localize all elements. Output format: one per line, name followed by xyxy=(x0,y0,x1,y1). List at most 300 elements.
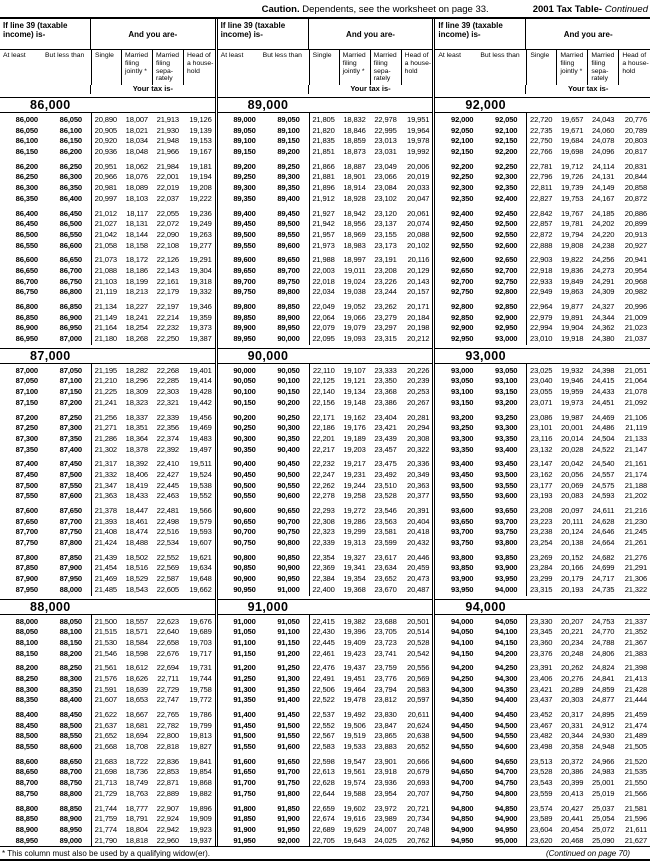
table-row xyxy=(435,695,650,706)
tax-cell: 24,664 xyxy=(592,538,615,548)
tax-cell: 24,504 xyxy=(592,433,615,443)
tax-cell: 24,078 xyxy=(592,136,615,146)
table-row xyxy=(435,685,650,696)
tax-cell: 19,464 xyxy=(343,684,366,694)
table-row xyxy=(435,778,650,789)
col-single: Single xyxy=(91,50,121,85)
tax-cell: 19,093 xyxy=(343,334,366,344)
tax-cell: 20,042 xyxy=(561,459,584,469)
tax-cell: 22,197 xyxy=(156,302,179,311)
table-row xyxy=(0,194,215,205)
income-cell: 87,150 xyxy=(15,397,38,407)
table-row xyxy=(0,126,215,137)
tax-cell: 23,333 xyxy=(374,365,397,375)
income-cell: 90,900 xyxy=(277,563,300,573)
tax-cell: 20,734 xyxy=(407,814,430,824)
page-header xyxy=(0,0,650,19)
tax-cell: 23,376 xyxy=(530,648,553,658)
income-cell: 93,350 xyxy=(495,433,518,443)
tax-cell: 23,013 xyxy=(374,136,397,146)
tax-cell: 20,941 xyxy=(624,255,648,265)
tax-cell: 18,186 xyxy=(125,265,148,275)
tax-cell: 19,827 xyxy=(189,742,212,752)
income-cell: 89,900 xyxy=(277,312,300,322)
table-row xyxy=(0,804,215,815)
section-band: 87,000 xyxy=(0,348,215,364)
tax-cell: 21,759 xyxy=(94,814,117,824)
income-cell: 92,950 xyxy=(451,334,474,344)
section-rows xyxy=(218,615,433,847)
tax-cell: 23,226 xyxy=(374,276,397,286)
table-row xyxy=(0,721,215,732)
tax-cell: 23,543 xyxy=(530,778,553,788)
tax-cell: 21,546 xyxy=(94,648,117,658)
tax-cell: 21,930 xyxy=(156,125,179,135)
tax-cell: 21,820 xyxy=(312,125,335,135)
income-cell: 90,000 xyxy=(277,334,300,344)
table-row xyxy=(435,649,650,660)
income-cell: 87,700 xyxy=(59,516,82,526)
tax-cell: 23,599 xyxy=(374,538,397,548)
tax-cell: 20,317 xyxy=(561,710,584,719)
table-row xyxy=(0,538,215,549)
tax-cell: 19,258 xyxy=(343,491,366,501)
table-row xyxy=(0,434,215,445)
tax-cell: 24,380 xyxy=(592,334,615,344)
tax-cell: 22,960 xyxy=(156,835,179,845)
tax-cell: 22,689 xyxy=(312,824,335,834)
income-cell: 86,400 xyxy=(15,208,38,218)
tax-cell: 19,231 xyxy=(343,469,366,479)
tax-cell: 23,617 xyxy=(374,552,397,562)
income-cell: 88,300 xyxy=(59,673,82,683)
table-row xyxy=(0,255,215,266)
tax-cell: 22,108 xyxy=(156,240,179,250)
tax-cell: 24,469 xyxy=(592,412,615,422)
tax-cell: 19,428 xyxy=(189,387,212,397)
income-cell: 94,950 xyxy=(451,835,474,845)
income-cell: 90,000 xyxy=(233,365,256,375)
tax-cell: 22,463 xyxy=(156,491,179,501)
tax-cell: 19,662 xyxy=(189,584,212,594)
income-cell: 94,900 xyxy=(495,814,518,824)
tax-cell: 21,988 xyxy=(312,255,335,265)
tax-cell: 19,566 xyxy=(189,506,212,515)
income-cell: 93,500 xyxy=(495,469,518,479)
tax-cell: 22,323 xyxy=(312,527,335,537)
table-row xyxy=(0,836,215,847)
income-cell: 93,600 xyxy=(451,506,474,515)
table-row xyxy=(0,230,215,241)
tax-cell: 21,352 xyxy=(624,627,648,637)
tax-cell: 22,400 xyxy=(312,584,335,594)
tax-cell: 21,009 xyxy=(624,312,648,322)
income-cell: 90,150 xyxy=(277,387,300,397)
tax-cell: 23,177 xyxy=(530,480,553,490)
income-cell: 87,850 xyxy=(15,563,38,573)
tax-cell: 19,304 xyxy=(189,265,212,275)
income-cell: 90,450 xyxy=(277,459,300,469)
income-cell: 90,900 xyxy=(233,574,256,584)
tax-cell: 23,137 xyxy=(374,219,397,229)
tax-cell: 23,155 xyxy=(374,229,397,239)
tax-cell: 19,414 xyxy=(189,376,212,386)
tax-cell: 19,222 xyxy=(189,193,212,203)
table-row xyxy=(218,230,433,241)
income-cell: 89,100 xyxy=(233,136,256,146)
tax-cell: 18,667 xyxy=(125,710,148,719)
tax-cell: 19,194 xyxy=(189,172,212,182)
table-row xyxy=(435,366,650,377)
tax-cell: 23,670 xyxy=(374,584,397,594)
income-cell: 92,400 xyxy=(451,208,474,218)
tax-cell: 18,254 xyxy=(125,323,148,333)
tax-cell: 20,226 xyxy=(407,365,430,375)
col-head-of-household: Head of a house- hold xyxy=(618,50,650,85)
tax-cell: 22,659 xyxy=(312,803,335,813)
tax-cell: 19,203 xyxy=(343,444,366,454)
tax-cell: 21,023 xyxy=(624,323,648,333)
tax-cell: 24,273 xyxy=(592,265,615,275)
tax-cell: 24,220 xyxy=(592,229,615,239)
table-row xyxy=(218,162,433,173)
tax-cell: 22,143 xyxy=(156,265,179,275)
income-cell: 91,200 xyxy=(277,648,300,658)
table-row xyxy=(0,553,215,564)
tax-cell: 24,824 xyxy=(592,663,615,673)
income-cell: 91,050 xyxy=(233,627,256,637)
tax-cell: 22,516 xyxy=(156,527,179,537)
tax-cell: 23,147 xyxy=(530,459,553,469)
tax-cell: 20,624 xyxy=(407,720,430,730)
income-cell: 87,400 xyxy=(59,444,82,454)
tax-cell: 20,487 xyxy=(407,584,430,594)
income-cell: 92,750 xyxy=(495,276,518,286)
tax-cell: 18,543 xyxy=(125,584,148,594)
income-cell: 90,600 xyxy=(277,491,300,501)
table-row xyxy=(218,789,433,800)
column-labels xyxy=(435,50,650,85)
income-cell: 92,450 xyxy=(451,219,474,229)
tax-cell: 20,303 xyxy=(561,695,584,705)
income-cell: 88,000 xyxy=(59,584,82,594)
income-cell: 90,800 xyxy=(233,552,256,562)
tax-cell: 22,567 xyxy=(312,731,335,741)
col-married-separately: Married filing sepa- rately xyxy=(587,50,618,85)
income-cell: 90,700 xyxy=(277,516,300,526)
income-cell: 91,600 xyxy=(277,742,300,752)
tax-cell: 23,254 xyxy=(530,538,553,548)
tax-cell: 20,358 xyxy=(561,742,584,752)
income-cell: 90,200 xyxy=(277,397,300,407)
table-row xyxy=(218,287,433,298)
tax-cell: 20,116 xyxy=(407,255,430,265)
tax-cell: 22,232 xyxy=(312,459,335,469)
tax-cell: 23,652 xyxy=(374,574,397,584)
table-row xyxy=(435,836,650,847)
tax-cell: 21,149 xyxy=(94,312,117,322)
tax-cell: 23,330 xyxy=(530,616,553,626)
tax-cell: 22,613 xyxy=(312,767,335,777)
tax-cell: 22,552 xyxy=(156,552,179,562)
table-row xyxy=(218,302,433,313)
tax-cell: 19,731 xyxy=(189,663,212,673)
table-row xyxy=(0,277,215,288)
income-cell: 86,800 xyxy=(15,302,38,311)
income-cell: 92,750 xyxy=(451,287,474,297)
table-row xyxy=(0,617,215,628)
income-cell: 93,250 xyxy=(451,423,474,433)
income-cell: 88,850 xyxy=(59,803,82,813)
tax-cell: 21,106 xyxy=(624,412,648,422)
tax-cell: 23,475 xyxy=(374,459,397,469)
tax-cell: 23,132 xyxy=(530,444,553,454)
income-cell: 92,650 xyxy=(495,255,518,265)
tax-cell: 20,171 xyxy=(407,302,430,311)
income-cell: 90,550 xyxy=(277,480,300,490)
income-cell: 89,850 xyxy=(233,312,256,322)
income-cell: 88,400 xyxy=(15,710,38,719)
tax-cell: 19,909 xyxy=(189,814,212,824)
income-cell: 89,400 xyxy=(277,193,300,203)
tax-cell: 21,489 xyxy=(624,731,648,741)
tax-cell: 21,942 xyxy=(312,219,335,229)
table-row xyxy=(0,183,215,194)
table-row xyxy=(0,334,215,345)
caution-label: Caution. xyxy=(261,4,300,15)
tax-cell: 25,019 xyxy=(592,788,615,798)
table-row xyxy=(0,147,215,158)
table-row xyxy=(218,147,433,158)
income-cell: 90,100 xyxy=(277,376,300,386)
your-tax-is-row xyxy=(0,85,215,94)
table-row xyxy=(435,302,650,313)
tax-cell: 23,404 xyxy=(374,412,397,422)
your-tax-is-label: Your tax is- xyxy=(132,84,173,93)
tax-cell: 22,090 xyxy=(156,229,179,239)
tax-cell: 18,763 xyxy=(125,788,148,798)
table-row xyxy=(0,649,215,660)
tax-cell: 19,712 xyxy=(561,161,584,171)
income-cell: 89,550 xyxy=(233,240,256,250)
income-cell: 86,400 xyxy=(59,193,82,203)
income-cell: 86,900 xyxy=(15,323,38,333)
tax-cell: 23,191 xyxy=(374,255,397,265)
tax-cell: 21,413 xyxy=(624,673,648,683)
table-row xyxy=(435,527,650,538)
tax-cell: 22,994 xyxy=(530,323,553,333)
table-row xyxy=(0,376,215,387)
tax-cell: 22,995 xyxy=(374,125,397,135)
tax-cell: 22,827 xyxy=(530,193,553,203)
table-row xyxy=(0,162,215,173)
income-cell: 86,200 xyxy=(15,161,38,171)
tax-cell: 20,281 xyxy=(407,412,430,422)
tax-cell: 19,767 xyxy=(561,208,584,218)
column-labels xyxy=(0,50,215,85)
income-cell: 87,250 xyxy=(59,412,82,422)
tax-cell: 22,933 xyxy=(530,276,553,286)
tax-cell: 21,332 xyxy=(94,469,117,479)
tax-cell: 19,497 xyxy=(189,444,212,454)
income-cell: 88,050 xyxy=(15,627,38,637)
tax-cell: 19,451 xyxy=(343,673,366,683)
tax-cell: 22,903 xyxy=(530,255,553,265)
income-cell: 86,550 xyxy=(15,240,38,250)
tax-cell: 20,968 xyxy=(624,276,648,286)
tax-cell: 19,951 xyxy=(407,115,430,124)
table-row xyxy=(435,506,650,517)
tax-cell: 22,800 xyxy=(156,731,179,741)
income-cell: 93,800 xyxy=(451,552,474,562)
income-cell: 90,400 xyxy=(233,459,256,469)
income-cell: 91,150 xyxy=(277,637,300,647)
income-cell: 92,850 xyxy=(451,312,474,322)
tax-cell: 23,120 xyxy=(374,208,397,218)
income-cell: 88,800 xyxy=(59,788,82,798)
tax-cell: 22,126 xyxy=(156,255,179,265)
tax-cell: 19,346 xyxy=(189,302,212,311)
table-row xyxy=(0,767,215,778)
table-row xyxy=(0,136,215,147)
income-cell: 90,350 xyxy=(277,433,300,443)
income-cell: 88,150 xyxy=(15,648,38,658)
tax-cell: 19,382 xyxy=(343,616,366,626)
tax-cell: 19,552 xyxy=(189,491,212,501)
table-row xyxy=(218,617,433,628)
tax-cell: 22,587 xyxy=(156,574,179,584)
tax-cell: 24,043 xyxy=(592,115,615,124)
tax-cell: 20,501 xyxy=(407,616,430,626)
section-rows xyxy=(218,364,433,596)
tax-cell: 21,566 xyxy=(624,788,648,798)
table-row xyxy=(435,459,650,470)
tax-cell: 22,498 xyxy=(156,516,179,526)
table-row xyxy=(0,685,215,696)
income-cell: 89,200 xyxy=(277,147,300,157)
tax-cell: 21,164 xyxy=(94,323,117,333)
tax-cell: 21,611 xyxy=(625,824,648,834)
tax-cell: 19,052 xyxy=(343,302,366,311)
income-cell: 94,900 xyxy=(451,824,474,834)
tax-cell: 22,674 xyxy=(312,814,335,824)
tax-cell: 18,901 xyxy=(343,172,366,182)
income-cell: 87,600 xyxy=(59,491,82,501)
tax-cell: 19,313 xyxy=(343,538,366,548)
income-cell: 91,900 xyxy=(277,814,300,824)
tax-cell: 21,058 xyxy=(94,240,117,250)
tax-cell: 24,202 xyxy=(592,219,615,229)
tax-cell: 24,167 xyxy=(592,193,615,203)
tax-cell: 20,951 xyxy=(94,161,117,171)
income-cell: 94,350 xyxy=(495,684,518,694)
panel-sections xyxy=(0,97,215,846)
tax-cell: 20,391 xyxy=(407,506,430,515)
tax-cell: 23,386 xyxy=(374,397,397,407)
tax-cell: 23,589 xyxy=(530,814,553,824)
tax-cell: 20,762 xyxy=(407,835,430,845)
tax-cell: 18,021 xyxy=(125,125,148,135)
tax-cell: 22,506 xyxy=(312,684,335,694)
table-row xyxy=(435,757,650,768)
tax-cell: 19,176 xyxy=(343,423,366,433)
table-row xyxy=(435,162,650,173)
income-cell: 92,850 xyxy=(495,302,518,311)
tax-cell: 21,147 xyxy=(624,444,648,454)
table-row xyxy=(0,481,215,492)
table-row xyxy=(218,757,433,768)
income-cell: 90,300 xyxy=(277,423,300,433)
income-cell: 89,450 xyxy=(233,219,256,229)
tax-cell: 19,987 xyxy=(561,412,584,422)
table-row xyxy=(218,804,433,815)
income-cell: 93,150 xyxy=(451,397,474,407)
tax-cell: 21,225 xyxy=(94,387,117,397)
section-rows xyxy=(0,113,215,345)
table-row xyxy=(218,183,433,194)
table-row xyxy=(218,387,433,398)
tax-cell: 20,276 xyxy=(561,673,584,683)
table-row xyxy=(218,778,433,789)
tax-cell: 21,515 xyxy=(94,627,117,637)
income-cell: 90,800 xyxy=(277,538,300,548)
tax-cell: 19,973 xyxy=(561,397,584,407)
tax-cell: 19,923 xyxy=(189,824,212,834)
income-cell: 89,400 xyxy=(233,208,256,218)
tax-cell: 23,741 xyxy=(374,648,397,658)
tax-cell: 21,790 xyxy=(94,835,117,845)
income-cell: 91,850 xyxy=(233,814,256,824)
tax-cell: 20,404 xyxy=(407,516,430,526)
income-range-header: If line 39 (taxable income) is- xyxy=(0,19,91,49)
tax-cell: 23,101 xyxy=(530,423,553,433)
income-cell: 91,900 xyxy=(233,824,256,834)
tax-cell: 24,841 xyxy=(592,673,615,683)
income-cell: 94,800 xyxy=(495,788,518,798)
tax-cell: 19,134 xyxy=(343,387,366,397)
table-row xyxy=(0,778,215,789)
table-row xyxy=(218,445,433,456)
tax-cell: 20,166 xyxy=(561,563,584,573)
tax-cell: 23,936 xyxy=(374,778,397,788)
tax-cell: 24,256 xyxy=(592,255,615,265)
tax-cell: 20,789 xyxy=(624,125,648,135)
tax-cell: 21,576 xyxy=(94,673,117,683)
tax-cell: 21,607 xyxy=(94,695,117,705)
tax-cell: 22,232 xyxy=(156,323,179,333)
tax-cell: 22,171 xyxy=(312,412,335,422)
table-row xyxy=(218,767,433,778)
tax-cell: 22,569 xyxy=(156,563,179,573)
tax-cell: 23,350 xyxy=(374,376,397,386)
income-cell: 92,800 xyxy=(451,302,474,311)
tax-cell: 22,095 xyxy=(312,334,335,344)
income-cell: 86,800 xyxy=(59,287,82,297)
income-cell: 86,750 xyxy=(15,287,38,297)
income-cell: 88,100 xyxy=(59,627,82,637)
tax-cell: 19,836 xyxy=(561,265,584,275)
income-cell: 91,750 xyxy=(277,778,300,788)
tax-cell: 20,707 xyxy=(407,788,430,798)
tax-cell: 19,341 xyxy=(343,563,366,573)
tax-cell: 22,214 xyxy=(156,312,179,322)
table-row xyxy=(218,527,433,538)
income-cell: 92,350 xyxy=(451,193,474,203)
tax-cell: 24,149 xyxy=(592,183,615,193)
tax-cell: 22,430 xyxy=(312,627,335,637)
tax-cell: 19,964 xyxy=(407,125,430,135)
tax-cell: 18,942 xyxy=(343,208,366,218)
